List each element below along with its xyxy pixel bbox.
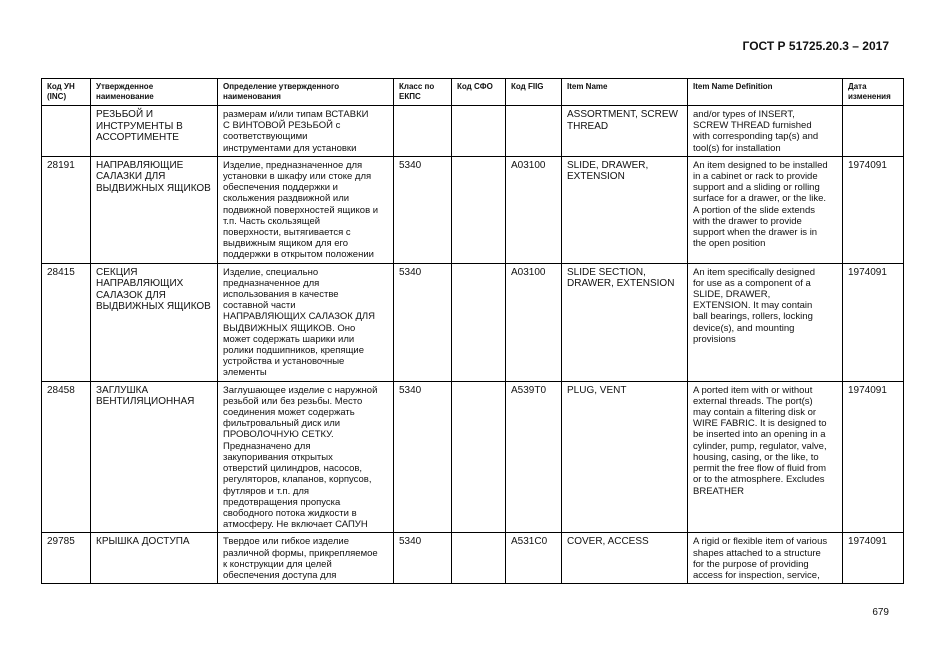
cell-item-def: A rigid or flexible item of various shapes attached to a structure for the purpose of providing access for inspection, service, <box>688 533 843 584</box>
cell-ekps: 5340 <box>394 263 452 381</box>
document-header: ГОСТ Р 51725.20.3 – 2017 <box>742 39 889 53</box>
cell-item-name: SLIDE, DRAWER, EXTENSION <box>562 156 688 263</box>
table-row <box>42 381 904 533</box>
cell-definition: Заглушающее изделие с наружной резьбой или без резьбы. Место соединения может содержать фильтровальный диск или ПРОВОЛОЧНУЮ СЕТКУ. Предназначено для закупоривания открытых отверстий цилиндров, насосов, регуляторов, клапанов, корпусов, футляров и т.п. для предотвращения пропуска свободного потока жидкости в атмосферу. Не включает САПУН <box>218 381 394 533</box>
cell-definition: Изделие, специально предназначенное для использования в качестве составной части НАПРАВЛЯЮЩИХ САЛАЗОК ДЛЯ ВЫДВИЖНЫХ ЯЩИКОВ. Оно может содержать шарики или ролики подшипников, крепящие устройства и установочные элементы <box>218 263 394 381</box>
cell-definition: Изделие, предназначенное для установки в шкафу или стоке для обеспечения поддержки и скольжения раздвижной или подвижной поверхностей ящиков и т.п. Часть скользящей поверхности, вытягивается с выдвижным ящиком для его поддержки в открытом положении <box>218 156 394 263</box>
cell-ekps: 5340 <box>394 381 452 533</box>
table-row <box>42 533 904 584</box>
table-row <box>42 106 904 157</box>
col-header-ekps: Класс по ЕКПС <box>394 79 452 106</box>
cell-date: 1974091 <box>843 533 904 584</box>
data-table <box>41 78 904 584</box>
col-header-fiig: Код FIIG <box>506 79 562 106</box>
cell-ekps: 5340 <box>394 156 452 263</box>
cell-name: СЕКЦИЯ НАПРАВЛЯЮЩИХ САЛАЗОК ДЛЯ ВЫДВИЖНЫХ ЯЩИКОВ <box>91 263 218 381</box>
cell-date: 1974091 <box>843 263 904 381</box>
cell-item-name: COVER, ACCESS <box>562 533 688 584</box>
cell-fiig: A03100 <box>506 156 562 263</box>
table-row <box>42 156 904 263</box>
cell-name: РЕЗЬБОЙ И ИНСТРУМЕНТЫ В АССОРТИМЕНТЕ <box>91 106 218 157</box>
col-header-inc: Код УН (INC) <box>42 79 91 106</box>
cell-definition: размерам и/или типам ВСТАВКИ С ВИНТОВОЙ РЕЗЬБОЙ с соответствующими инструментами для установки <box>218 106 394 157</box>
cell-fiig <box>506 106 562 157</box>
cell-item-def: A ported item with or without external threads. The port(s) may contain a filtering disk or WIRE FABRIC. It is designed to be inserted into an opening in a cylinder, pump, regulator, valve, housing, casing, or the like, to permit the free flow of fluid from or to the atmosphere. Excludes BREATHER <box>688 381 843 533</box>
col-header-sfo: Код СФО <box>452 79 506 106</box>
cell-date: 1974091 <box>843 381 904 533</box>
col-header-definition: Определение утвержденного наименования <box>218 79 394 106</box>
cell-name: КРЫШКА ДОСТУПА <box>91 533 218 584</box>
table-header-row <box>42 79 904 106</box>
cell-ekps: 5340 <box>394 533 452 584</box>
cell-sfo <box>452 263 506 381</box>
cell-item-def: An item designed to be installed in a cabinet or rack to provide support and a sliding or rolling surface for a drawer, or the like. A portion of the slide extends with the drawer to provide support when the drawer is in the open position <box>688 156 843 263</box>
cell-date: 1974091 <box>843 156 904 263</box>
cell-inc: 28458 <box>42 381 91 533</box>
col-header-item-name: Item Name <box>562 79 688 106</box>
cell-item-def: An item specifically designed for use as a component of a SLIDE, DRAWER, EXTENSION. It may contain ball bearings, rollers, locking device(s), and mounting provisions <box>688 263 843 381</box>
cell-name: НАПРАВЛЯЮЩИЕ САЛАЗКИ ДЛЯ ВЫДВИЖНЫХ ЯЩИКОВ <box>91 156 218 263</box>
col-header-date: Дата изменения <box>843 79 904 106</box>
table-row <box>42 263 904 381</box>
cell-item-name: SLIDE SECTION, DRAWER, EXTENSION <box>562 263 688 381</box>
cell-definition: Твердое или гибкое изделие различной формы, прикрепляемое к конструкции для целей обеспечения доступа для <box>218 533 394 584</box>
cell-inc: 29785 <box>42 533 91 584</box>
cell-name: ЗАГЛУШКА ВЕНТИЛЯЦИОННАЯ <box>91 381 218 533</box>
cell-sfo <box>452 381 506 533</box>
cell-sfo <box>452 106 506 157</box>
cell-fiig: A531C0 <box>506 533 562 584</box>
cell-item-def: and/or types of INSERT, SCREW THREAD furnished with corresponding tap(s) and tool(s) for installation <box>688 106 843 157</box>
page-number: 679 <box>872 607 889 618</box>
cell-fiig: A03100 <box>506 263 562 381</box>
cell-inc: 28191 <box>42 156 91 263</box>
cell-sfo <box>452 156 506 263</box>
cell-ekps <box>394 106 452 157</box>
cell-inc: 28415 <box>42 263 91 381</box>
cell-fiig: A539T0 <box>506 381 562 533</box>
col-header-name: Утвержденное наименование <box>91 79 218 106</box>
cell-sfo <box>452 533 506 584</box>
cell-item-name: PLUG, VENT <box>562 381 688 533</box>
cell-item-name: ASSORTMENT, SCREW THREAD <box>562 106 688 157</box>
cell-date <box>843 106 904 157</box>
col-header-item-def: Item Name Definition <box>688 79 843 106</box>
cell-inc <box>42 106 91 157</box>
